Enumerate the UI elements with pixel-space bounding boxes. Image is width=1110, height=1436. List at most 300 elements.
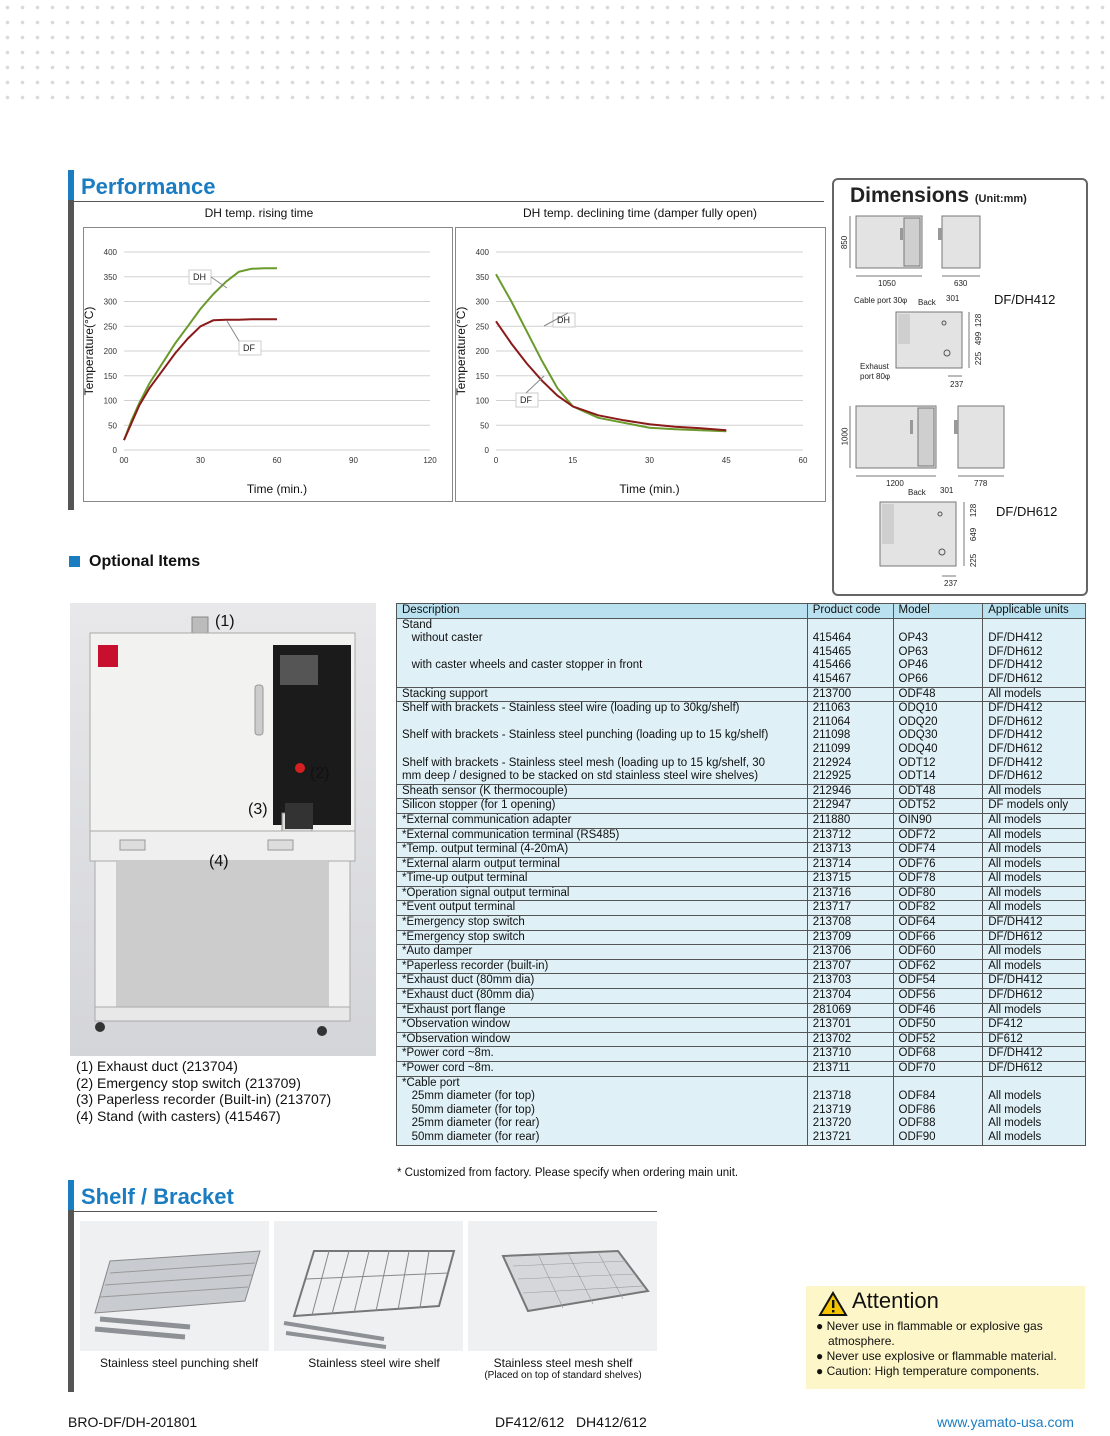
df412-exhaust-label: Exhaust xyxy=(860,362,889,371)
cell-applicable-units: All models xyxy=(983,886,1086,901)
performance-title: Performance xyxy=(81,174,216,199)
cell-model: ODF66 xyxy=(893,930,983,945)
cell-model: ODF70 xyxy=(893,1062,983,1077)
y-tick-label: 200 xyxy=(103,347,117,356)
series-label: DF xyxy=(520,395,532,405)
square-bullet-icon xyxy=(69,556,80,567)
photo-captions xyxy=(76,1058,331,1124)
df412-depth-label: 630 xyxy=(954,279,968,288)
cell-product-code: 213702 xyxy=(807,1032,893,1047)
x-tick-label: 00 xyxy=(119,456,129,465)
cell-product-code: 213718 xyxy=(807,1090,893,1104)
df412-height-label: 850 xyxy=(840,235,850,250)
cell-model: ODF46 xyxy=(893,1003,983,1018)
cell-description: *External communication adapter xyxy=(397,813,808,828)
cell-applicable-units: DF412 xyxy=(983,1018,1086,1033)
cell-product-code: 213713 xyxy=(807,843,893,858)
mesh-shelf-caption: Stainless steel mesh shelf xyxy=(493,1356,633,1370)
cell-product-code: 213703 xyxy=(807,974,893,989)
cell-model: ODF54 xyxy=(893,974,983,989)
shelf-accent-bar xyxy=(68,1180,74,1210)
y-tick-label: 250 xyxy=(475,322,489,332)
cell-model: OP63 xyxy=(893,646,983,660)
cell-model: OP66 xyxy=(893,673,983,687)
table-row xyxy=(397,1076,1086,1090)
table-row xyxy=(397,857,1086,872)
cell-product-code: 212947 xyxy=(807,799,893,814)
table-row xyxy=(397,843,1086,858)
x-tick-label: 30 xyxy=(196,456,205,465)
cell-applicable-units: DF/DH412 xyxy=(983,1047,1086,1062)
df412-dim-499: 499 xyxy=(974,331,984,346)
cell-description: Shelf with brackets - Stainless steel wire (loading up to 30kg/shelf) xyxy=(397,702,808,716)
df412-cable-port-label xyxy=(854,296,907,305)
cell-applicable-units: All models xyxy=(983,959,1086,974)
chart1-frame xyxy=(83,227,453,502)
x-tick-label: 45 xyxy=(721,456,731,465)
optional-items-table xyxy=(396,603,1086,1146)
table-row xyxy=(397,702,1086,716)
cell-applicable-units: DF/DH412 xyxy=(983,974,1086,989)
table-row xyxy=(397,1047,1086,1062)
header-model: Model xyxy=(893,604,983,619)
cell-model: ODT52 xyxy=(893,799,983,814)
cell-model: ODF64 xyxy=(893,916,983,931)
cell-model: ODQ30 xyxy=(893,729,983,743)
section-rule xyxy=(74,201,824,202)
table-row xyxy=(397,757,1086,771)
series-line-dh xyxy=(496,274,726,431)
df612-dim-225: 225 xyxy=(969,553,979,568)
table-header-row xyxy=(397,604,1086,619)
df412-front-drawing xyxy=(850,216,922,276)
cell-applicable-units: DF/DH612 xyxy=(983,770,1086,784)
optional-items-heading xyxy=(69,553,200,571)
cell-applicable-units: All models xyxy=(983,1131,1086,1145)
df612-back-width-label: 301 xyxy=(940,486,954,495)
attention-item: ● Never use explosive or flammable material. xyxy=(816,1349,1057,1363)
product-photo xyxy=(70,603,376,1056)
cell-description: *Time-up output terminal xyxy=(397,872,808,887)
y-tick-label: 400 xyxy=(475,248,489,257)
dimensions-panel xyxy=(832,178,1088,596)
cell-model: ODF88 xyxy=(893,1117,983,1131)
cell-description: *Emergency stop switch xyxy=(397,930,808,945)
chart1-title: DH temp. rising time xyxy=(204,206,314,220)
header-description: Description xyxy=(397,604,808,619)
cell-model xyxy=(893,618,983,632)
cell-applicable-units: DF/DH612 xyxy=(983,673,1086,687)
df412-dim-225: 225 xyxy=(974,351,984,366)
cell-product-code: 213709 xyxy=(807,930,893,945)
cell-product-code: 213704 xyxy=(807,989,893,1004)
cell-product-code: 213706 xyxy=(807,945,893,960)
cell-description: *External alarm output terminal xyxy=(397,857,808,872)
caption-exhaust-duct: (1) Exhaust duct (213704) xyxy=(76,1058,238,1074)
cell-applicable-units: All models xyxy=(983,1003,1086,1018)
cell-product-code: 213701 xyxy=(807,1018,893,1033)
table-row xyxy=(397,974,1086,989)
cable-port-text: Cable port xyxy=(854,296,891,305)
cell-description xyxy=(397,716,808,730)
table-row xyxy=(397,813,1086,828)
cell-applicable-units: DF/DH612 xyxy=(983,646,1086,660)
table-row xyxy=(397,784,1086,799)
cell-description: 25mm diameter (for rear) xyxy=(397,1117,808,1131)
cell-applicable-units: All models xyxy=(983,784,1086,799)
cell-model: ODF76 xyxy=(893,857,983,872)
table-row xyxy=(397,716,1086,730)
cell-applicable-units: DF/DH412 xyxy=(983,632,1086,646)
section-accent-bar xyxy=(68,170,74,200)
attention-text: Caution: High temperature components. xyxy=(826,1364,1040,1378)
table-row xyxy=(397,673,1086,687)
cell-description: without caster xyxy=(397,632,808,646)
cell-product-code: 211099 xyxy=(807,743,893,757)
cell-description: Stacking support xyxy=(397,687,808,702)
cell-applicable-units xyxy=(983,618,1086,632)
df412-back-width-label: 301 xyxy=(946,294,960,303)
df612-height-label: 1000 xyxy=(840,427,850,446)
cell-description: 50mm diameter (for rear) xyxy=(397,1131,808,1145)
df612-dim-128: 128 xyxy=(969,503,979,518)
cell-description: Shelf with brackets - Stainless steel punching (loading up to 15 kg/shelf) xyxy=(397,729,808,743)
cell-model: ODT48 xyxy=(893,784,983,799)
cell-model: ODF52 xyxy=(893,1032,983,1047)
punching-shelf-caption: Stainless steel punching shelf xyxy=(99,1356,259,1370)
cell-product-code: 213707 xyxy=(807,959,893,974)
table-row xyxy=(397,1104,1086,1118)
x-tick-label: 0 xyxy=(493,456,499,465)
table-row xyxy=(397,901,1086,916)
y-tick-label: 350 xyxy=(475,272,489,282)
optional-items-title: Optional Items xyxy=(89,553,201,570)
series-label: DF xyxy=(243,343,255,353)
cell-description: with caster wheels and caster stopper in front xyxy=(397,659,808,673)
cell-description: *Emergency stop switch xyxy=(397,916,808,931)
cell-applicable-units: DF/DH412 xyxy=(983,757,1086,771)
dot-pattern-header xyxy=(0,0,1110,110)
series-label-leader xyxy=(526,376,544,393)
cell-description: *External communication terminal (RS485) xyxy=(397,828,808,843)
df412-side-drawing xyxy=(938,216,980,276)
y-axis-label: Temperature(°C) xyxy=(82,306,96,396)
caption-emergency-stop: (2) Emergency stop switch (213709) xyxy=(76,1074,301,1091)
df412-dim-128: 128 xyxy=(974,313,984,328)
x-tick-label: 60 xyxy=(272,456,282,465)
series-label-leader xyxy=(227,321,239,341)
cell-description: *Cable port xyxy=(397,1076,808,1090)
cell-applicable-units: All models xyxy=(983,857,1086,872)
cell-description: *Observation window xyxy=(397,1018,808,1033)
caption-paperless-recorder: (3) Paperless recorder (Built-in) (213707) xyxy=(76,1091,332,1108)
cell-model: ODT12 xyxy=(893,757,983,771)
chart2-svg xyxy=(456,228,825,501)
mesh-shelf-subcaption: (Placed on top of standard shelves) xyxy=(484,1370,642,1381)
warning-triangle-icon xyxy=(818,1291,848,1317)
cell-applicable-units: DF612 xyxy=(983,1032,1086,1047)
cell-product-code: 213715 xyxy=(807,872,893,887)
y-tick-label: 50 xyxy=(108,421,117,431)
df412-dim-237: 237 xyxy=(950,380,964,389)
cell-product-code: 211063 xyxy=(807,702,893,716)
cell-model: ODQ40 xyxy=(893,743,983,757)
cell-product-code: 212946 xyxy=(807,784,893,799)
cell-model: ODT14 xyxy=(893,770,983,784)
cell-product-code: 213710 xyxy=(807,1047,893,1062)
table-row xyxy=(397,1117,1086,1131)
cell-description: *Observation window xyxy=(397,1032,808,1047)
table-row xyxy=(397,930,1086,945)
table-row xyxy=(397,1090,1086,1104)
table-row xyxy=(397,872,1086,887)
cell-description: Shelf with brackets - Stainless steel mesh (loading up to 15 kg/shelf, 30 xyxy=(397,757,808,771)
dimensions-title-text: Dimensions xyxy=(850,184,970,207)
cell-model: ODF90 xyxy=(893,1131,983,1145)
table-row xyxy=(397,743,1086,757)
table-row xyxy=(397,687,1086,702)
cell-product-code: 213721 xyxy=(807,1131,893,1145)
cell-product-code: 213711 xyxy=(807,1062,893,1077)
x-tick-label: 120 xyxy=(423,456,437,465)
punching-shelf-image xyxy=(80,1221,269,1351)
section-side-bar xyxy=(68,200,74,510)
cell-description: *Paperless recorder (built-in) xyxy=(397,959,808,974)
df612-dim-649: 649 xyxy=(969,527,979,542)
table-row xyxy=(397,1131,1086,1145)
cell-model: ODF82 xyxy=(893,901,983,916)
port-text: port xyxy=(860,372,874,381)
cell-product-code: 211880 xyxy=(807,813,893,828)
cell-description: *Temp. output terminal (4-20mA) xyxy=(397,843,808,858)
attention-text: Never use in flammable or explosive gas atmosphere. xyxy=(826,1319,1043,1348)
cell-model: ODF68 xyxy=(893,1047,983,1062)
x-tick-label: 15 xyxy=(568,456,578,465)
shelf-rule xyxy=(74,1211,657,1212)
cell-product-code: 211098 xyxy=(807,729,893,743)
cell-model: ODF50 xyxy=(893,1018,983,1033)
cell-model: ODF80 xyxy=(893,886,983,901)
cell-model: OIN90 xyxy=(893,813,983,828)
wire-shelf-image xyxy=(274,1221,463,1351)
product-photo-illustration xyxy=(70,603,376,1056)
cell-product-code: 415464 xyxy=(807,632,893,646)
cell-description: Sheath sensor (K thermocouple) xyxy=(397,784,808,799)
table-row xyxy=(397,886,1086,901)
table-row xyxy=(397,618,1086,632)
cell-description: *Exhaust duct (80mm dia) xyxy=(397,974,808,989)
cell-description: *Auto damper xyxy=(397,945,808,960)
y-tick-label: 400 xyxy=(103,248,117,257)
cell-applicable-units: All models xyxy=(983,843,1086,858)
table-row xyxy=(397,632,1086,646)
table-row xyxy=(397,729,1086,743)
cell-product-code xyxy=(807,1076,893,1090)
cell-applicable-units: DF/DH612 xyxy=(983,1062,1086,1077)
chart1-svg xyxy=(84,228,452,501)
cell-applicable-units: DF/DH612 xyxy=(983,930,1086,945)
df412-back-label: Back xyxy=(918,298,936,307)
df612-width-label: 1200 xyxy=(886,479,904,488)
x-axis-label: Time (min.) xyxy=(246,482,308,496)
y-tick-label: 350 xyxy=(103,272,117,282)
y-axis-label: Temperature(°C) xyxy=(454,306,468,396)
cell-model: ODF74 xyxy=(893,843,983,858)
cell-description: *Power cord ~8m. xyxy=(397,1047,808,1062)
cell-description: *Power cord ~8m. xyxy=(397,1062,808,1077)
cell-product-code xyxy=(807,618,893,632)
series-label: DH xyxy=(557,315,570,325)
cell-applicable-units: DF/DH612 xyxy=(983,743,1086,757)
cell-description: *Event output terminal xyxy=(397,901,808,916)
cell-product-code: 212924 xyxy=(807,757,893,771)
x-tick-label: 30 xyxy=(645,456,654,465)
mesh-shelf-image xyxy=(468,1221,657,1351)
cell-applicable-units: All models xyxy=(983,1090,1086,1104)
table-row xyxy=(397,1003,1086,1018)
cell-applicable-units: DF/DH412 xyxy=(983,702,1086,716)
table-row xyxy=(397,828,1086,843)
cell-product-code: 213719 xyxy=(807,1104,893,1118)
cell-applicable-units: DF/DH412 xyxy=(983,729,1086,743)
y-tick-label: 0 xyxy=(112,446,117,455)
cell-model: ODF56 xyxy=(893,989,983,1004)
cell-product-code: 213700 xyxy=(807,687,893,702)
shelf-side-bar xyxy=(68,1210,74,1392)
cell-product-code: 213717 xyxy=(807,901,893,916)
y-tick-label: 0 xyxy=(484,446,489,455)
cell-model: ODF86 xyxy=(893,1104,983,1118)
footer-website-link[interactable]: www.yamato-usa.com xyxy=(937,1414,1074,1430)
cell-product-code: 213708 xyxy=(807,916,893,931)
cell-description: 25mm diameter (for top) xyxy=(397,1090,808,1104)
cell-applicable-units: All models xyxy=(983,828,1086,843)
cell-product-code: 211064 xyxy=(807,716,893,730)
cell-model: OP43 xyxy=(893,632,983,646)
df612-back-drawing xyxy=(880,502,964,576)
cell-description xyxy=(397,646,808,660)
cell-product-code: 212925 xyxy=(807,770,893,784)
cell-product-code: 213716 xyxy=(807,886,893,901)
mesh-shelf-caption-block xyxy=(468,1356,658,1381)
table-row xyxy=(397,799,1086,814)
cell-applicable-units: DF/DH612 xyxy=(983,989,1086,1004)
footer-models: DF412/612 DH412/612 xyxy=(495,1414,647,1430)
cell-description xyxy=(397,743,808,757)
photo-label-2: (2) xyxy=(310,765,330,782)
y-tick-label: 50 xyxy=(480,421,489,431)
cell-description: mm deep / designed to be stacked on std stainless steel wire shelves) xyxy=(397,770,808,784)
cell-description: Stand xyxy=(397,618,808,632)
cell-model xyxy=(893,1076,983,1090)
cell-applicable-units: DF/DH612 xyxy=(983,716,1086,730)
cell-product-code: 281069 xyxy=(807,1003,893,1018)
cell-product-code: 415466 xyxy=(807,659,893,673)
table-row xyxy=(397,989,1086,1004)
photo-label-3: (3) xyxy=(248,801,268,818)
table-row xyxy=(397,916,1086,931)
cell-applicable-units: All models xyxy=(983,1104,1086,1118)
y-tick-label: 200 xyxy=(475,347,489,356)
cell-description: *Operation signal output terminal xyxy=(397,886,808,901)
table-row xyxy=(397,1032,1086,1047)
exhaust-dia-text: 80φ xyxy=(876,372,891,381)
table-row xyxy=(397,959,1086,974)
cell-applicable-units: All models xyxy=(983,687,1086,702)
cell-applicable-units: All models xyxy=(983,945,1086,960)
df612-depth-label: 778 xyxy=(974,479,988,488)
table-row xyxy=(397,646,1086,660)
y-tick-label: 250 xyxy=(103,322,117,332)
shelf-bracket-title: Shelf / Bracket xyxy=(81,1184,234,1209)
cell-model: OP46 xyxy=(893,659,983,673)
cell-model: ODQ20 xyxy=(893,716,983,730)
attention-item: ● Caution: High temperature components. xyxy=(816,1364,1040,1378)
series-line-df xyxy=(124,319,277,440)
cell-applicable-units: All models xyxy=(983,813,1086,828)
df412-back-drawing xyxy=(896,312,969,376)
y-tick-label: 150 xyxy=(103,371,117,381)
df412-port-label xyxy=(860,372,890,381)
cell-description: 50mm diameter (for top) xyxy=(397,1104,808,1118)
table-row xyxy=(397,1062,1086,1077)
df612-side-drawing xyxy=(954,406,1004,476)
cell-product-code: 415465 xyxy=(807,646,893,660)
cable-dia-text: 30φ xyxy=(893,296,908,305)
cell-model: ODF72 xyxy=(893,828,983,843)
wire-shelf-caption: Stainless steel wire shelf xyxy=(308,1356,440,1370)
y-tick-label: 100 xyxy=(475,396,489,406)
cell-description: Silicon stopper (for 1 opening) xyxy=(397,799,808,814)
df612-model-label: DF/DH612 xyxy=(996,504,1058,519)
cell-model: ODF62 xyxy=(893,959,983,974)
cell-description: *Exhaust duct (80mm dia) xyxy=(397,989,808,1004)
y-tick-label: 100 xyxy=(103,396,117,406)
df612-back-label: Back xyxy=(908,488,926,497)
cell-applicable-units: All models xyxy=(983,1117,1086,1131)
df412-model-label: DF/DH412 xyxy=(994,292,1056,307)
cell-product-code: 213714 xyxy=(807,857,893,872)
table-row xyxy=(397,945,1086,960)
attention-title: Attention xyxy=(852,1288,939,1313)
y-tick-label: 150 xyxy=(475,371,489,381)
series-label: DH xyxy=(193,272,206,282)
cell-applicable-units: DF/DH412 xyxy=(983,659,1086,673)
df412-width-label: 1050 xyxy=(878,279,896,288)
cell-model: ODQ10 xyxy=(893,702,983,716)
cell-applicable-units: DF models only xyxy=(983,799,1086,814)
header-applicable-units: Applicable units xyxy=(983,604,1086,619)
cell-product-code: 213720 xyxy=(807,1117,893,1131)
chart2-frame xyxy=(455,227,826,502)
attention-box xyxy=(806,1286,1085,1389)
photo-label-4: (4) xyxy=(209,853,229,870)
attention-list xyxy=(816,1319,1085,1379)
cell-applicable-units: All models xyxy=(983,872,1086,887)
y-tick-label: 300 xyxy=(475,297,489,307)
attention-item: ● Never use in flammable or explosive gas atmosphere. xyxy=(816,1319,1043,1348)
cell-model: ODF84 xyxy=(893,1090,983,1104)
cell-model: ODF60 xyxy=(893,945,983,960)
photo-label-1: (1) xyxy=(215,613,235,630)
footer-doc-code: BRO-DF/DH-201801 xyxy=(68,1414,198,1430)
x-tick-label: 60 xyxy=(798,456,808,465)
cell-model: ODF48 xyxy=(893,687,983,702)
factory-note: * Customized from factory. Please specify when ordering main unit. xyxy=(397,1167,739,1179)
table-row xyxy=(397,659,1086,673)
df612-front-drawing xyxy=(850,406,936,476)
table-row xyxy=(397,770,1086,784)
